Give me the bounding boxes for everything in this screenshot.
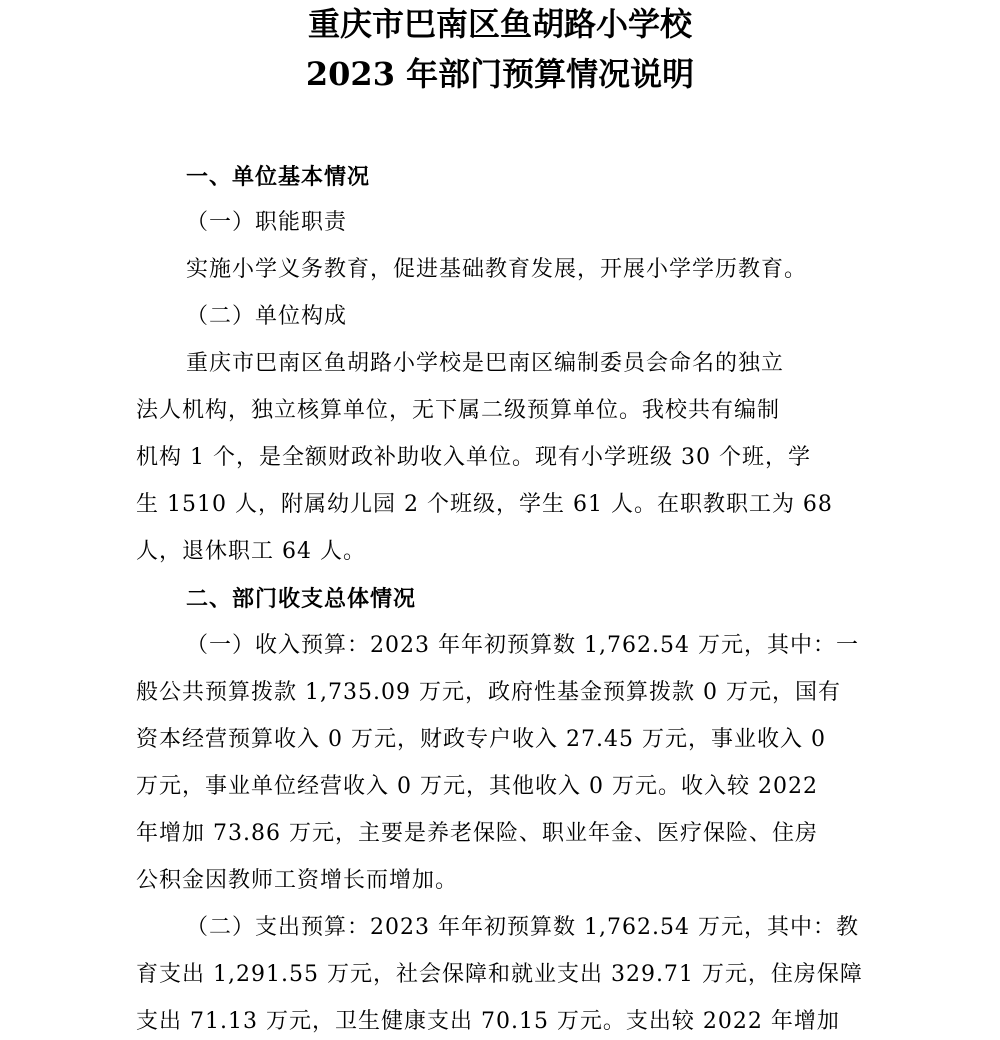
section1-sub1-heading: （一）职能职责	[186, 210, 348, 235]
income-budget-line: 年增加 73.86 万元，主要是养老保险、职业年金、医疗保险、住房	[136, 821, 818, 846]
income-budget-line: 公积金因教师工资增长而增加。	[136, 868, 459, 893]
expense-budget-line: 支出 71.13 万元，卫生健康支出 70.15 万元。支出较 2022 年增加	[136, 1009, 840, 1034]
expense-budget-line: 育支出 1,291.55 万元，社会保障和就业支出 329.71 万元，住房保障	[136, 962, 863, 987]
income-budget-line: （一）收入预算：2023 年年初预算数 1,762.54 万元，其中：一	[186, 633, 859, 658]
expense-budget-line: （二）支出预算：2023 年年初预算数 1,762.54 万元，其中：教	[186, 915, 859, 940]
section1-heading: 一、单位基本情况	[186, 164, 371, 190]
section1-sub2-line: 机构 1 个，是全额财政补助收入单位。现有小学班级 30 个班，学	[136, 445, 811, 470]
income-budget-line: 资本经营预算收入 0 万元，财政专户收入 27.45 万元，事业收入 0	[136, 727, 826, 752]
section1-sub2-heading: （二）单位构成	[186, 304, 348, 329]
section1-sub2-line: 重庆市巴南区鱼胡路小学校是巴南区编制委员会命名的独立	[186, 351, 785, 376]
section1-sub2-line: 人，退休职工 64 人。	[136, 539, 366, 564]
section1-sub2-line: 法人机构，独立核算单位，无下属二级预算单位。我校共有编制	[136, 398, 781, 423]
document-title-line1: 重庆市巴南区鱼胡路小学校	[307, 5, 692, 43]
section1-sub2-line: 生 1510 人，附属幼儿园 2 个班级，学生 61 人。在职教职工为 68	[136, 492, 833, 517]
document-title-line2: 2023 年部门预算情况说明	[305, 55, 695, 93]
income-budget-line: 万元，事业单位经营收入 0 万元，其他收入 0 万元。收入较 2022	[136, 774, 818, 799]
income-budget-line: 般公共预算拨款 1,735.09 万元，政府性基金预算拨款 0 万元，国有	[136, 680, 841, 705]
section2-heading: 二、部门收支总体情况	[186, 586, 417, 612]
section1-sub1-text: 实施小学义务教育，促进基础教育发展，开展小学学历教育。	[186, 257, 808, 282]
